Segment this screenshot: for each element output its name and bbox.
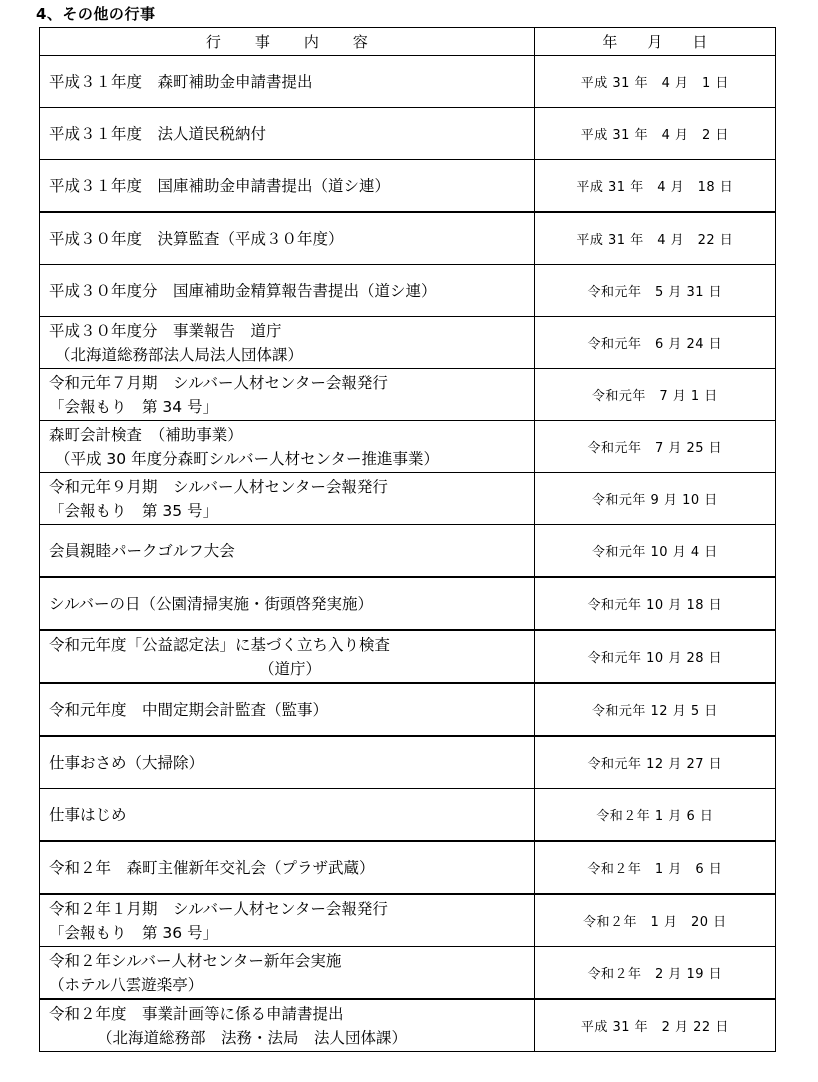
table-row — [40, 160, 776, 213]
section-heading: 4、その他の行事 — [36, 5, 156, 23]
event-content: 令和元年９月期 シルバー人材センター会報発行 「会報もり 第 35 号」 — [40, 473, 535, 525]
table-row — [40, 317, 776, 369]
event-date: 平成 31 年 2 月 22 日 — [534, 999, 775, 1052]
table-row — [40, 947, 776, 1000]
table-row — [40, 683, 776, 736]
event-content: 森町会計検査 （補助事業） （平成 30 年度分森町シルバー人材センター推進事業） — [40, 421, 535, 473]
event-content: 仕事はじめ — [40, 789, 535, 842]
event-date: 令和元年 10 月 28 日 — [534, 630, 775, 683]
event-date: 令和元年 7 月 25 日 — [534, 421, 775, 473]
table-row — [40, 108, 776, 160]
event-date: 令和元年 6 月 24 日 — [534, 317, 775, 369]
event-content: 令和２年 森町主催新年交礼会（プラザ武蔵） — [40, 841, 535, 894]
event-date: 令和元年 5 月 31 日 — [534, 265, 775, 317]
event-date: 平成 31 年 4 月 18 日 — [534, 160, 775, 213]
event-content: 平成３１年度 森町補助金申請書提出 — [40, 56, 535, 108]
event-content: 令和２年シルバー人材センター新年会実施 （ホテル八雲遊楽亭） — [40, 947, 535, 1000]
table-row — [40, 56, 776, 108]
table-row — [40, 630, 776, 683]
event-content: 令和２年度 事業計画等に係る申請書提出 （北海道総務部 法務・法局 法人団体課） — [40, 999, 535, 1052]
event-content: 令和元年７月期 シルバー人材センター会報発行 「会報もり 第 34 号」 — [40, 369, 535, 421]
table-row — [40, 265, 776, 317]
event-date: 令和２年 1 月 6 日 — [534, 789, 775, 842]
event-date: 令和元年 12 月 5 日 — [534, 683, 775, 736]
table-row — [40, 736, 776, 789]
event-content: 平成３０年度 決算監査（平成３０年度） — [40, 212, 535, 265]
event-content: 平成３０年度分 事業報告 道庁 （北海道総務部法人局法人団体課） — [40, 317, 535, 369]
table-row — [40, 841, 776, 894]
event-date: 令和２年 1 月 20 日 — [534, 894, 775, 947]
table-row — [40, 999, 776, 1052]
event-content: 平成３１年度 国庫補助金申請書提出（道シ連） — [40, 160, 535, 213]
table-row — [40, 369, 776, 421]
table-header-row — [40, 28, 776, 56]
header-date: 年月日 — [534, 28, 775, 56]
event-date: 令和元年 7 月 1 日 — [534, 369, 775, 421]
table-row — [40, 789, 776, 842]
event-date: 令和２年 2 月 19 日 — [534, 947, 775, 1000]
event-content: 令和元年度 中間定期会計監査（監事） — [40, 683, 535, 736]
event-date: 令和元年 10 月 4 日 — [534, 525, 775, 578]
event-content: 令和元年度「公益認定法」に基づく立ち入り検査 （道庁） — [40, 630, 535, 683]
table-row — [40, 577, 776, 630]
header-event-content: 行事内容 — [40, 28, 535, 56]
event-date: 令和元年 10 月 18 日 — [534, 577, 775, 630]
event-content: 平成３１年度 法人道民税納付 — [40, 108, 535, 160]
event-content: 仕事おさめ（大掃除） — [40, 736, 535, 789]
event-date: 令和元年 9 月 10 日 — [534, 473, 775, 525]
table-row — [40, 473, 776, 525]
event-date: 令和２年 1 月 6 日 — [534, 841, 775, 894]
table-row — [40, 212, 776, 265]
event-date: 平成 31 年 4 月 2 日 — [534, 108, 775, 160]
event-content: 会員親睦パークゴルフ大会 — [40, 525, 535, 578]
table-row — [40, 421, 776, 473]
table-row — [40, 525, 776, 578]
events-table — [39, 27, 776, 1052]
event-date: 平成 31 年 4 月 22 日 — [534, 212, 775, 265]
event-content: 令和２年１月期 シルバー人材センター会報発行 「会報もり 第 36 号」 — [40, 894, 535, 947]
event-content: 平成３０年度分 国庫補助金精算報告書提出（道シ連） — [40, 265, 535, 317]
event-content: シルバーの日（公園清掃実施・街頭啓発実施） — [40, 577, 535, 630]
event-date: 平成 31 年 4 月 1 日 — [534, 56, 775, 108]
event-date: 令和元年 12 月 27 日 — [534, 736, 775, 789]
table-row — [40, 894, 776, 947]
